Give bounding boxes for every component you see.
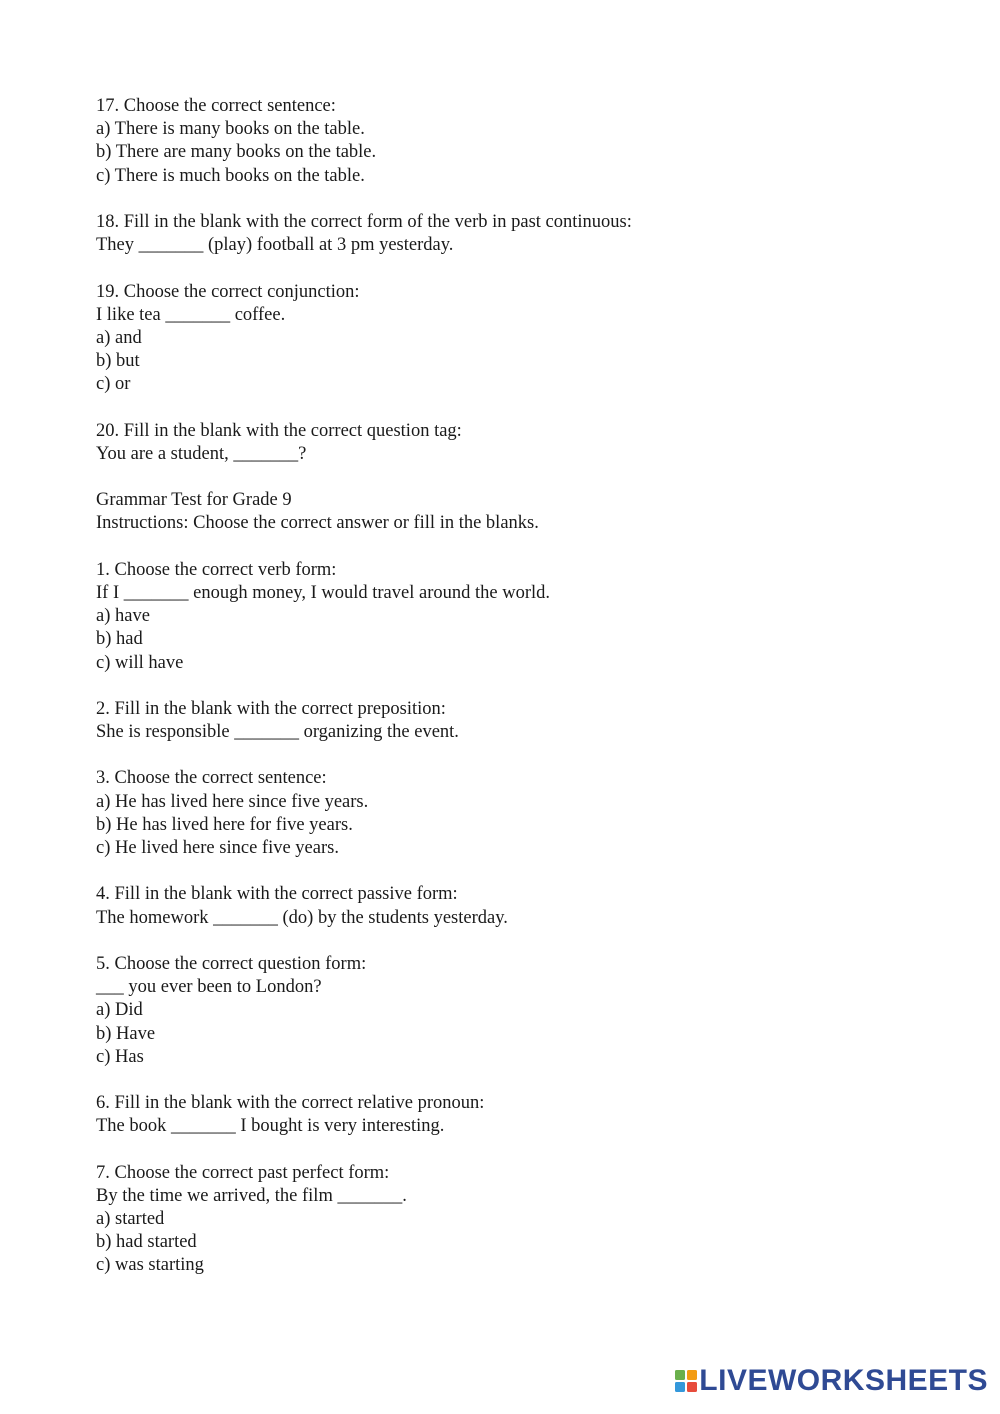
question-3: 3. Choose the correct sentence: [96, 768, 327, 789]
q20-sentence: You are a student, _______? [96, 443, 307, 464]
question-20: 20. Fill in the blank with the correct question tag: [96, 420, 462, 441]
q5-sentence: ___ you ever been to London? [96, 977, 322, 998]
worksheet-page [96, 95, 956, 1278]
question-6: 6. Fill in the blank with the correct relative pronoun: [96, 1093, 485, 1114]
q4-sentence: The homework _______ (do) by the students yesterday. [96, 907, 508, 928]
q17-option-b: b) There are many books on the table. [96, 142, 377, 163]
q5-option-b: b) Have [96, 1023, 156, 1044]
question-5: 5. Choose the correct question form: [96, 953, 367, 974]
q3-option-c: c) He lived here since five years. [96, 838, 339, 858]
q1-option-b: b) had [96, 629, 143, 650]
question-1: 1. Choose the correct verb form: [96, 559, 337, 580]
q6-sentence: The book _______ I bought is very interesting. [96, 1116, 445, 1137]
q3-option-a: a) He has lived here since five years. [96, 791, 369, 812]
test-title: Grammar Test for Grade 9 [96, 490, 292, 511]
question-19: 19. Choose the correct conjunction: [96, 281, 360, 302]
test-instructions: Instructions: Choose the correct answer or fill in the blanks. [96, 513, 539, 534]
question-17: 17. Choose the correct sentence: [96, 96, 336, 116]
q19-option-c: c) or [96, 374, 131, 395]
q1-sentence: If I _______ enough money, I would travel around the world. [96, 582, 550, 603]
q1-option-c: c) will have [96, 652, 184, 673]
question-7: 7. Choose the correct past perfect form: [96, 1162, 390, 1183]
q7-option-a: a) started [96, 1209, 165, 1229]
liveworksheets-logo[interactable] [675, 1364, 988, 1398]
question-18: 18. Fill in the blank with the correct form of the verb in past continuous: [96, 211, 632, 232]
q7-option-b: b) had started [96, 1232, 197, 1253]
q2-sentence: She is responsible _______ organizing the event. [96, 722, 459, 743]
q7-sentence: By the time we arrived, the film _______. [96, 1185, 407, 1206]
q5-option-c: c) Has [96, 1046, 144, 1067]
q3-option-b: b) He has lived here for five years. [96, 814, 353, 835]
q7-option-c: c) was starting [96, 1255, 204, 1276]
q17-option-c: c) There is much books on the table. [96, 165, 365, 186]
question-4: 4. Fill in the blank with the correct passive form: [96, 884, 458, 905]
q19-option-a: a) and [96, 327, 142, 348]
q5-option-a: a) Did [96, 1000, 143, 1021]
q19-sentence: I like tea _______ coffee. [96, 304, 286, 325]
logo-text: LIVEWORKSHEETS [699, 1364, 988, 1397]
q17-option-a: a) There is many books on the table. [96, 119, 365, 140]
liveworksheets-logo-icon [675, 1370, 697, 1392]
question-2: 2. Fill in the blank with the correct preposition: [96, 698, 446, 719]
q1-option-a: a) have [96, 606, 150, 627]
q18-sentence: They _______ (play) football at 3 pm yesterday. [96, 235, 454, 256]
q19-option-b: b) but [96, 351, 140, 372]
